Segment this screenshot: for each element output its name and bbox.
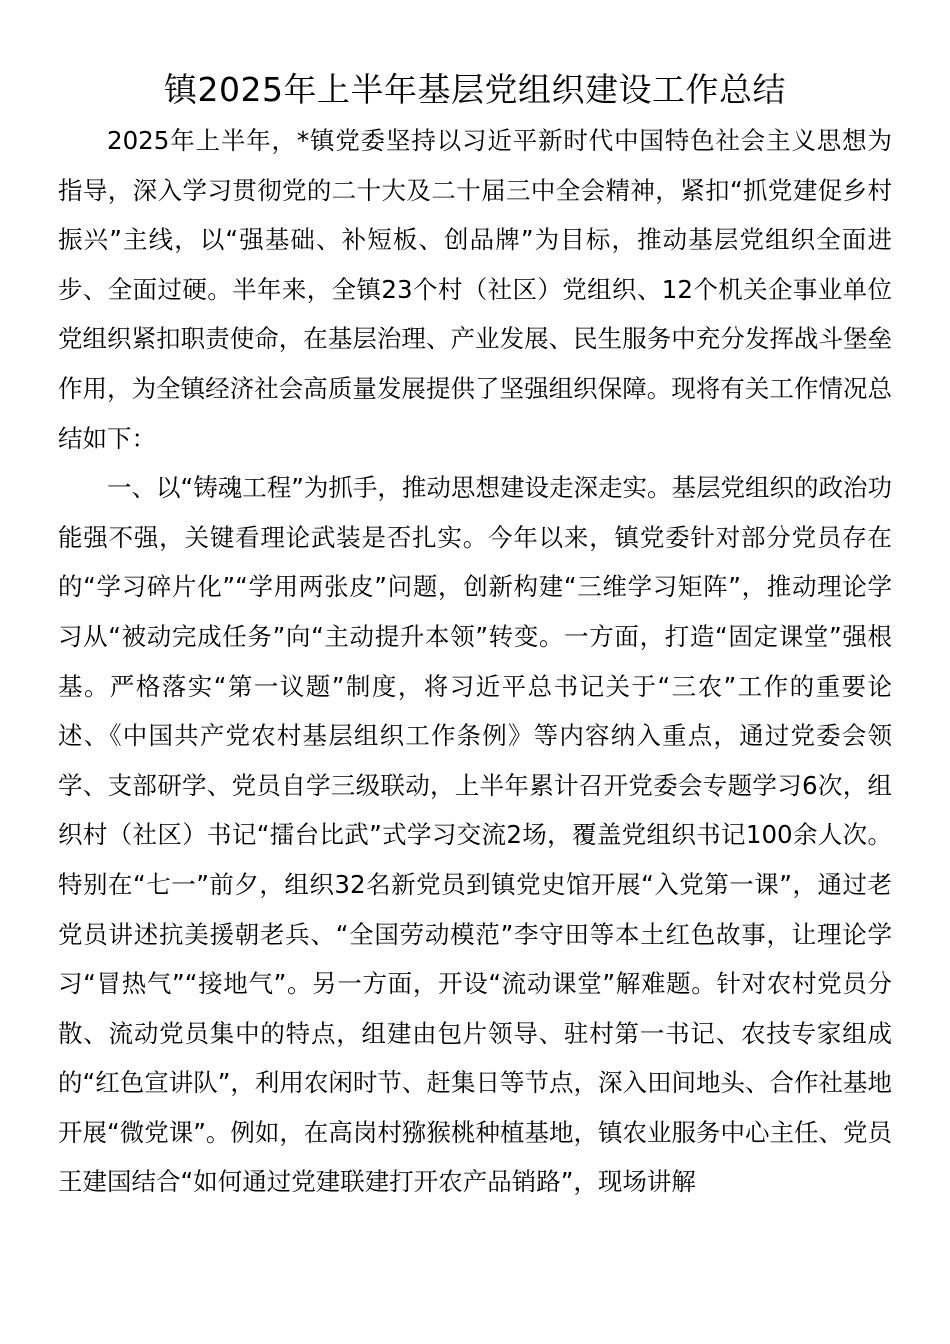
document-body [58,116,892,1207]
section-one-paragraph: 一、以“铸魂工程”为抓手，推动思想建设走深走实。基层党组织的政治功能强不强，关键看理论武装是否扎实。今年以来，镇党委针对部分党员存在的“学习碎片化”“学用两张皮”问题，创新构建“三维学习矩阵”，推动理论学习从“被动完成任务”向“主动提升本领”转变。一方面，打造“固定课堂”强根基。严格落实“第一议题”制度，将习近平总书记关于“三农”工作的重要论述、《中国共产党农村基层组织工作条例》等内容纳入重点，通过党委会领学、支部研学、党员自学三级联动，上半年累计召开党委会专题学习6次，组织村（社区）书记“擂台比武”式学习交流2场，覆盖党组织书记100余人次。特别在“七一”前夕，组织32名新党员到镇党史馆开展“入党第一课”，通过老党员讲述抗美援朝老兵、“全国劳动模范”李守田等本土红色故事，让理论学习“冒热气”“接地气”。另一方面，开设“流动课堂”解难题。针对农村党员分散、流动党员集中的特点，组建由包片领导、驻村第一书记、农技专家组成的“红色宣讲队”，利用农闲时节、赶集日等节点，深入田间地头、合作社基地开展“微党课”。例如，在高岗村猕猴桃种植基地，镇农业服务中心主任、党员王建国结合“如何通过党建联建打开农产品销路”，现场讲解 [58,473,892,1197]
intro-paragraph: 2025年上半年，*镇党委坚持以习近平新时代中国特色社会主义思想为指导，深入学习贯彻党的二十大及二十届三中全会精神，紧扣“抓党建促乡村振兴”主线，以“强基础、补短板、创品牌”为目标，推动基层党组织全面进步、全面过硬。半年来，全镇23个村（社区）党组织、12个机关企事业单位党组织紧扣职责使命，在基层治理、产业发展、民生服务中充分发挥战斗堡垒作用，为全镇经济社会高质量发展提供了坚强组织保障。现将有关工作情况总结如下： [58,126,892,453]
document-title: 镇2025年上半年基层党组织建设工作总结 [164,70,786,109]
